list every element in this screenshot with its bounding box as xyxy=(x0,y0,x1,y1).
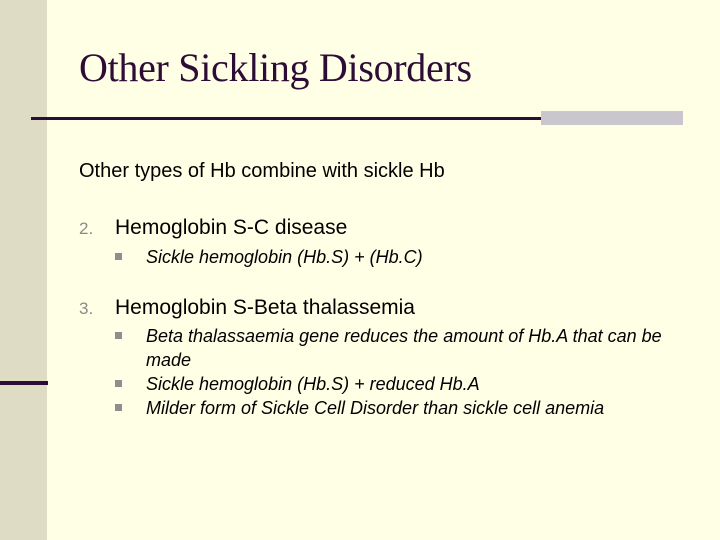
bullet-text: Sickle hemoglobin (Hb.S) + reduced Hb.A xyxy=(146,374,480,394)
list-item xyxy=(79,372,666,396)
square-bullet-icon xyxy=(115,253,122,260)
slide-title: Other Sickling Disorders xyxy=(79,45,472,90)
title-rule xyxy=(31,117,541,120)
list-item xyxy=(79,245,666,269)
section-title: Hemoglobin S-C disease xyxy=(115,216,348,239)
left-decorative-band xyxy=(0,0,47,540)
list-number: 2. xyxy=(79,219,94,238)
list-number: 3. xyxy=(79,299,94,318)
square-bullet-icon xyxy=(115,404,122,411)
bullet-text: Milder form of Sickle Cell Disorder than sickle cell anemia xyxy=(146,398,605,418)
left-accent-bar xyxy=(0,381,48,385)
section-hb-sc xyxy=(79,216,666,269)
bullet-text: Beta thalassaemia gene reduces the amount of Hb.A that can be made xyxy=(146,326,662,370)
list-item xyxy=(79,324,666,372)
bullet-list xyxy=(79,245,666,269)
square-bullet-icon xyxy=(115,332,122,339)
square-bullet-icon xyxy=(115,380,122,387)
section-heading xyxy=(79,216,666,242)
bullet-text: Sickle hemoglobin (Hb.S) + (Hb.C) xyxy=(146,247,423,267)
section-heading xyxy=(79,296,666,322)
bullet-list xyxy=(79,324,666,420)
list-item xyxy=(79,396,666,420)
section-hb-s-beta xyxy=(79,296,666,420)
section-title: Hemoglobin S-Beta thalassemia xyxy=(115,296,415,319)
title-rule-accent xyxy=(541,111,683,125)
intro-text: Other types of Hb combine with sickle Hb xyxy=(79,160,445,182)
